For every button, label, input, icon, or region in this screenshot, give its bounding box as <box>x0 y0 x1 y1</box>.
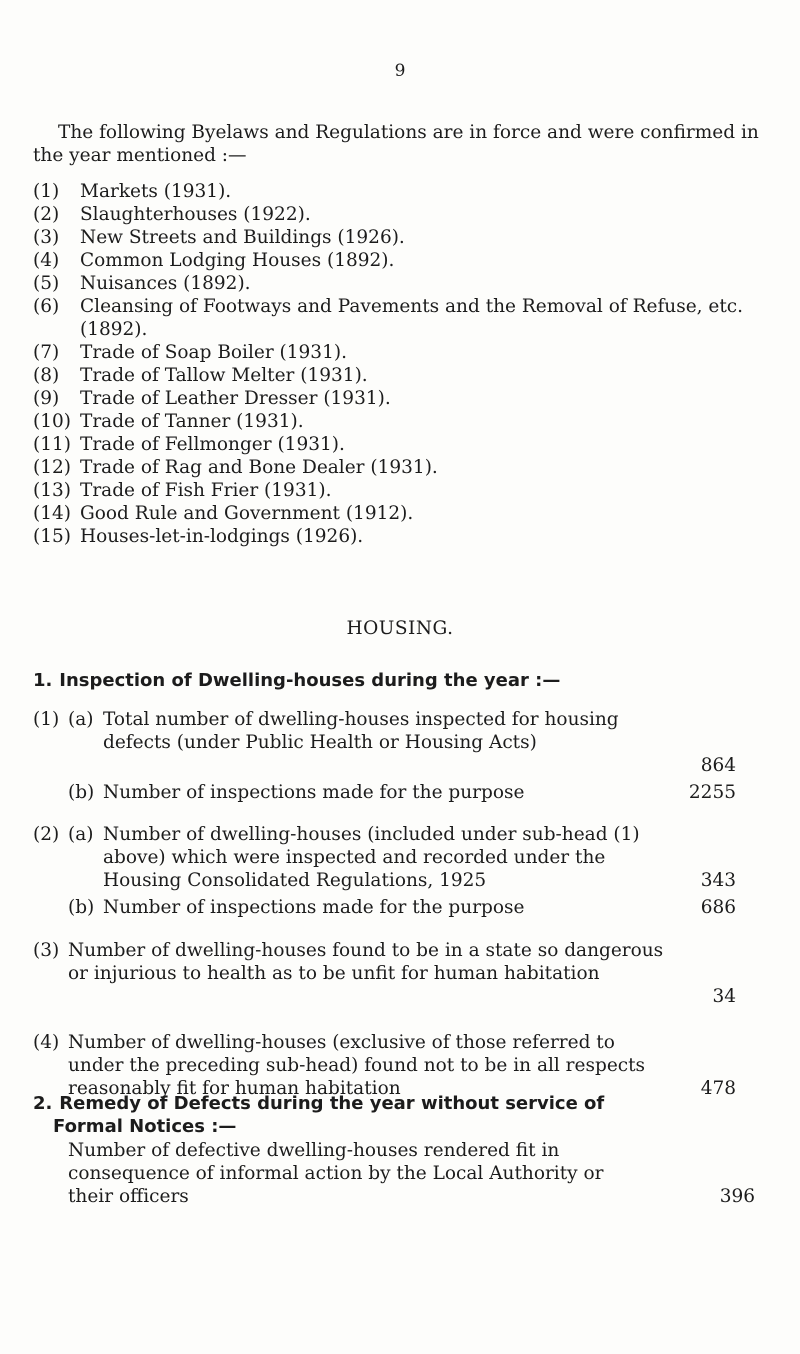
section-2-heading <box>33 1092 773 1138</box>
item-sub-label: (b) <box>68 782 95 803</box>
item-number: (3) <box>33 940 60 961</box>
item-sub-label: (b) <box>68 897 95 918</box>
item-value: 2255 <box>688 782 736 803</box>
byelaw-number: (7) <box>33 342 60 363</box>
byelaw-number: (5) <box>33 273 60 294</box>
byelaw-item <box>33 479 773 502</box>
byelaw-item <box>33 272 773 295</box>
page-number: 9 <box>394 61 406 81</box>
item-value: 686 <box>700 897 736 918</box>
section-1-heading <box>33 669 773 692</box>
item-sub-label: (a) <box>68 709 94 730</box>
byelaw-number: (9) <box>33 388 60 409</box>
item-3 <box>33 939 736 1007</box>
byelaw-text: New Streets and Buildings (1926). <box>80 227 405 248</box>
byelaw-item <box>33 525 773 548</box>
item-text: Number of dwelling-houses (exclusive of those referred to under the preceding sub-head) found not to be in all respects reasonably fit for human habitation <box>68 1032 646 1099</box>
byelaw-text: Trade of Rag and Bone Dealer (1931). <box>80 457 438 478</box>
item-value: 864 <box>700 755 736 776</box>
item-text: Number of dwelling-houses found to be in a state so dangerous or injurious to health as to be unfit for human habitation <box>68 940 664 984</box>
item-sub-label: (a) <box>68 824 94 845</box>
item-value: 34 <box>712 986 736 1007</box>
byelaw-text: Trade of Leather Dresser (1931). <box>80 388 391 409</box>
byelaw-item <box>33 433 773 456</box>
byelaw-number: (8) <box>33 365 60 386</box>
section-2-value: 396 <box>719 1186 755 1207</box>
byelaws-list <box>33 180 773 548</box>
byelaw-number: (6) <box>33 296 60 317</box>
byelaw-item <box>33 364 773 387</box>
item-value: 478 <box>700 1078 736 1099</box>
byelaw-item <box>33 387 773 410</box>
section-1-number: 1. <box>33 670 53 691</box>
byelaw-number: (3) <box>33 227 60 248</box>
item-number: (1) <box>33 709 60 730</box>
item-4 <box>33 1031 736 1100</box>
item-text: Total number of dwelling-houses inspected for housing defects (under Public Health or Housing Acts) <box>103 709 619 753</box>
item-text: Number of inspections made for the purpose <box>103 897 525 918</box>
item-2b <box>33 896 736 919</box>
section-2-body <box>68 1139 755 1208</box>
byelaw-text: Good Rule and Government (1912). <box>80 503 414 524</box>
byelaw-item <box>33 180 773 203</box>
byelaw-text: Houses-let-in-lodgings (1926). <box>80 526 364 547</box>
byelaw-text: Markets (1931). <box>80 181 232 202</box>
byelaw-item <box>33 410 773 433</box>
byelaw-text: Cleansing of Footways and Pavements and the Removal of Refuse, etc. (1892). <box>80 296 744 340</box>
byelaw-item <box>33 295 773 341</box>
byelaw-item <box>33 249 773 272</box>
housing-heading: HOUSING. <box>346 618 454 639</box>
byelaw-number: (2) <box>33 204 60 225</box>
byelaw-text: Trade of Tanner (1931). <box>80 411 304 432</box>
byelaw-number: (12) <box>33 457 71 478</box>
item-number: (2) <box>33 824 60 845</box>
item-1a <box>33 708 736 776</box>
intro-paragraph: The following Byelaws and Regulations are in force and were confirmed in the year mentioned :— <box>33 122 759 166</box>
byelaw-number: (13) <box>33 480 71 501</box>
byelaw-item <box>33 203 773 226</box>
byelaw-item <box>33 341 773 364</box>
byelaw-number: (10) <box>33 411 71 432</box>
byelaw-text: Slaughterhouses (1922). <box>80 204 311 225</box>
section-2-text: Number of defective dwelling-houses rendered fit in consequence of informal action by the Local Authority or their officers <box>68 1140 604 1207</box>
byelaw-text: Trade of Fellmonger (1931). <box>80 434 345 455</box>
byelaw-text: Common Lodging Houses (1892). <box>80 250 395 271</box>
byelaw-number: (14) <box>33 503 71 524</box>
section-1-title: Inspection of Dwelling-houses during the year :— <box>59 670 561 691</box>
byelaw-text: Trade of Tallow Melter (1931). <box>80 365 368 386</box>
byelaw-number: (15) <box>33 526 71 547</box>
byelaw-item <box>33 502 773 525</box>
byelaw-number: (11) <box>33 434 71 455</box>
item-number: (4) <box>33 1032 60 1053</box>
byelaw-text: Trade of Soap Boiler (1931). <box>80 342 347 363</box>
item-text: Number of inspections made for the purpose <box>103 782 525 803</box>
byelaw-item <box>33 456 773 479</box>
item-1b <box>33 781 736 804</box>
item-text: Number of dwelling-houses (included under sub-head (1) above) which were inspected and recorded under the Housing Consolidated Regulations, 1925 <box>103 824 640 891</box>
byelaw-item <box>33 226 773 249</box>
section-2-title-line1: Remedy of Defects during the year without service of <box>59 1093 605 1114</box>
section-2-number: 2. <box>33 1093 53 1114</box>
section-2-title-line2: Formal Notices :— <box>53 1116 237 1137</box>
byelaw-number: (1) <box>33 181 60 202</box>
byelaw-text: Nuisances (1892). <box>80 273 251 294</box>
item-value: 343 <box>700 870 736 891</box>
byelaw-number: (4) <box>33 250 60 271</box>
item-2a <box>33 823 736 892</box>
byelaw-text: Trade of Fish Frier (1931). <box>80 480 332 501</box>
